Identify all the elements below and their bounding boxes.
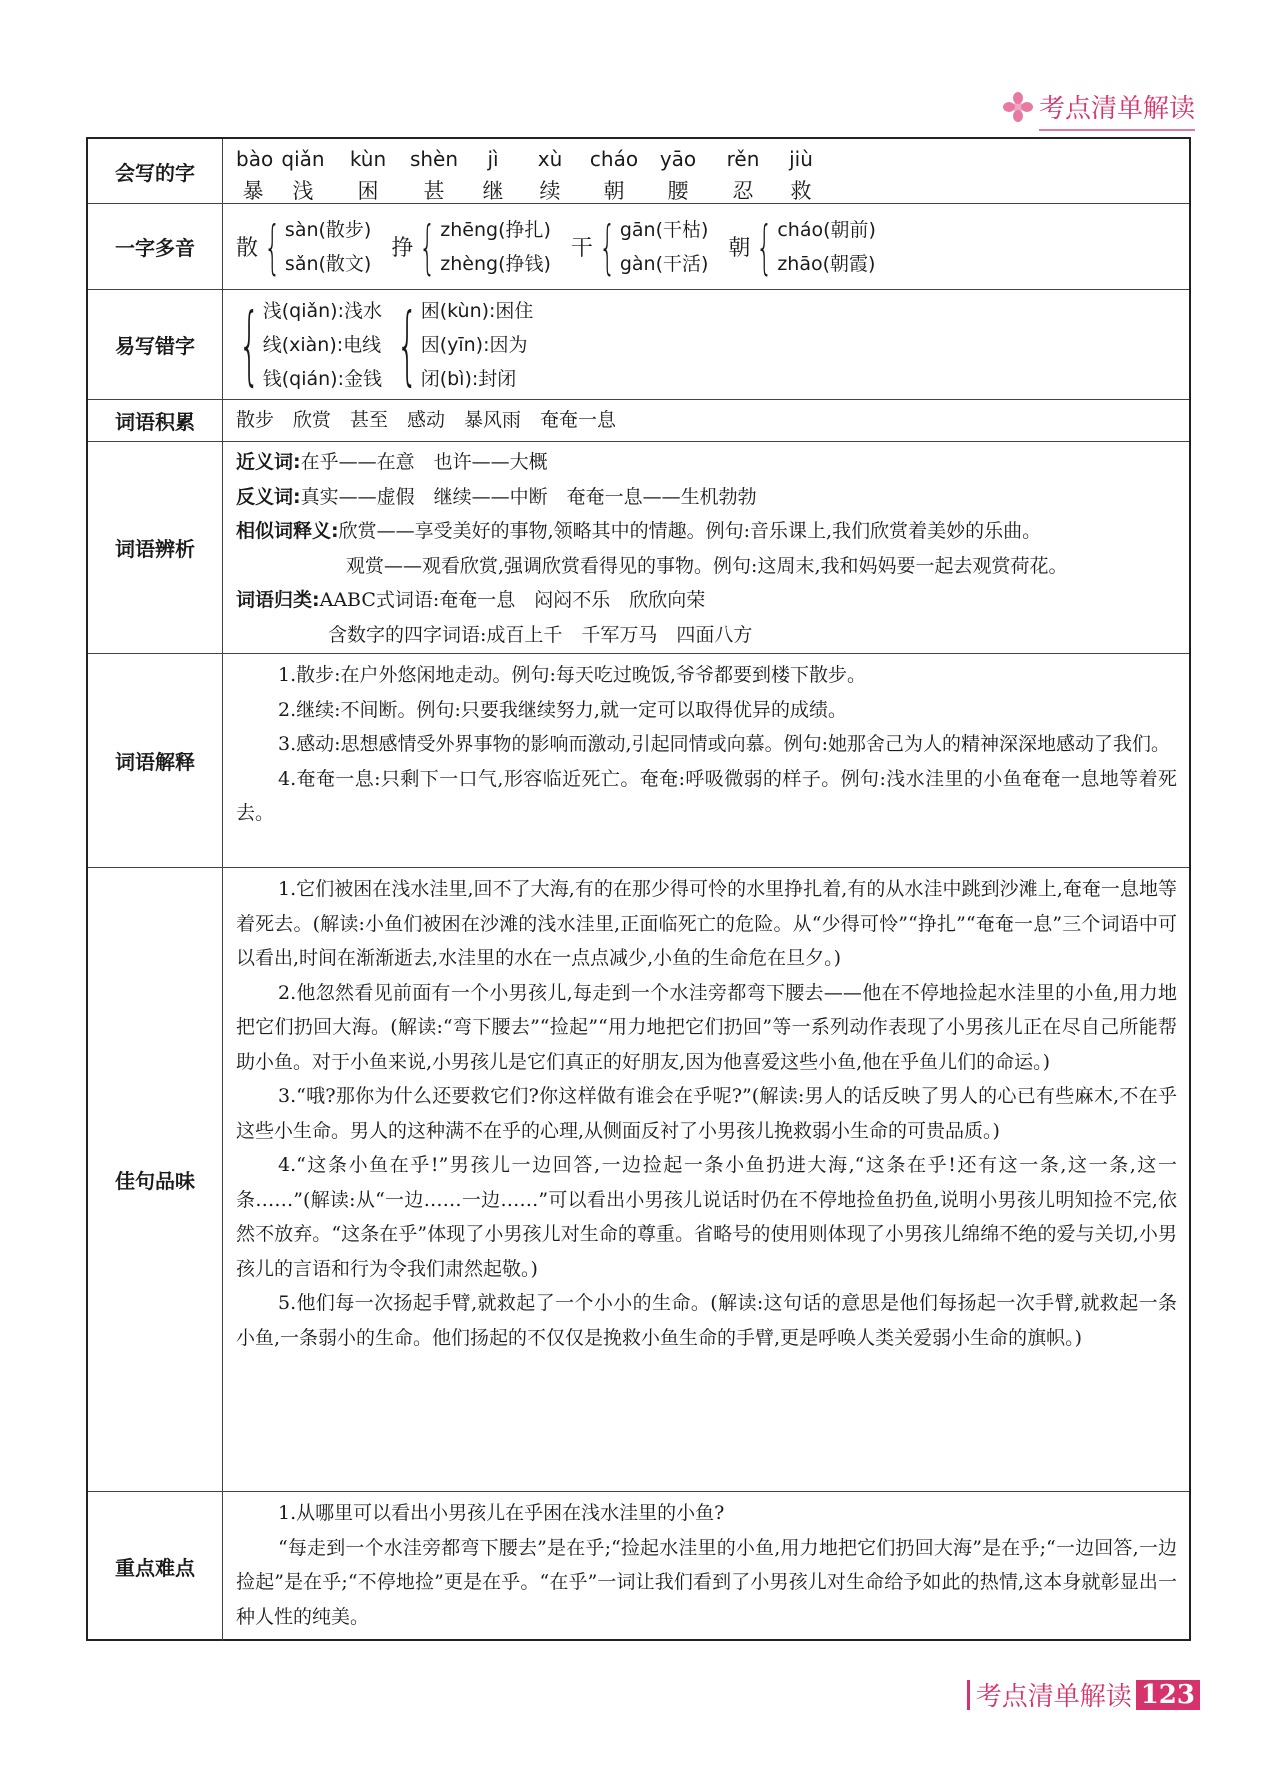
pinyin-cell: qiǎn	[281, 147, 325, 171]
typo-groups	[236, 290, 1177, 399]
polyphone-char: 朝	[728, 236, 751, 261]
polyphone-readings	[777, 213, 876, 281]
polyphone-readings	[440, 213, 551, 281]
polyphone-reading: gān(干枯)	[619, 218, 709, 241]
char-cell: 腰	[667, 179, 689, 203]
char-cell: 朝	[603, 179, 625, 203]
vocab-text: 散步 欣赏 甚至 感动 暴风雨 奄奄一息	[236, 409, 617, 432]
polyphone-reading: gàn(干活)	[619, 252, 709, 275]
row-label: 会写的字	[88, 139, 223, 203]
char-cell: 浅	[292, 179, 314, 203]
polyphone-group	[571, 213, 709, 281]
row-label: 词语积累	[88, 400, 223, 441]
row-label: 词语辨析	[88, 442, 223, 653]
sentence-item: 5.他们每一次扬起手臂,就救起了一个小小的生命。(解读:这句话的意思是他们每扬起一次手臂,就救起一条小鱼,一条弱小的生命。他们扬起的不仅仅是挽救小鱼生命的手臂,更是呼唤人类关爱弱小生命的旗帜。)	[236, 1292, 1177, 1349]
brace-icon: {	[238, 294, 261, 395]
row-key	[88, 1491, 1189, 1641]
typo-line: 浅(qiǎn):浅水	[262, 299, 382, 322]
char-cell: 困	[357, 179, 379, 203]
polyphone-group	[728, 213, 876, 281]
header-underline	[1039, 129, 1195, 131]
antonym-line	[236, 480, 1177, 515]
pinyin-cell: xù	[537, 147, 563, 171]
header-logo	[1003, 88, 1195, 125]
brace-icon: {	[756, 212, 774, 281]
antonym-label: 反义词:	[236, 485, 301, 508]
row-content	[222, 400, 1189, 441]
sentence-item: 4.“这条小鱼在乎!”男孩儿一边回答,一边捡起一条小鱼扔进大海,“这条在乎!还有这一条,这一条,这一条……”(解读:从“一边……一边……”可以看出小男孩儿说话时仍在不停地捡鱼扔鱼,说明小男孩儿明知捡不完,依然不放弃。“这条在乎”体现了小男孩儿对生命的尊重。省略号的使用则体现了小男孩儿绵绵不绝的爱与关切,小男孩儿的言语和行为令我们肃然起敬。)	[236, 1154, 1177, 1280]
synonym-line	[236, 445, 1177, 480]
polyphone-char: 挣	[391, 236, 414, 261]
row-typo	[88, 289, 1189, 399]
row-label: 一字多音	[88, 204, 223, 289]
pinyin-cell: jiù	[789, 147, 813, 171]
sentence-item: 2.他忽然看见前面有一个小男孩儿,每走到一个水洼旁都弯下腰去——他在不停地捡起水洼里的小鱼,用力地把它们扔回大海。(解读:“弯下腰去”“捡起”“用力地把它们扔回”等一系列动作表现了小男孩儿正在尽自己所能帮助小鱼。对于小鱼来说,小男孩儿是它们真正的好朋友,因为他喜爱这些小鱼,他在乎鱼儿们的命运。)	[236, 981, 1177, 1073]
row-polyphone	[88, 203, 1189, 289]
pinyin-cell: kùn	[349, 147, 387, 171]
pinyin-cell: yāo	[659, 147, 697, 171]
explain-item: 2.继续:不间断。例句:只要我继续努力,就一定可以取得优异的成绩。	[278, 698, 847, 721]
classify-text: AABC式词语:奄奄一息 闷闷不乐 欣欣向荣	[319, 589, 706, 611]
row-label: 易写错字	[88, 290, 223, 399]
typo-lines	[263, 294, 382, 396]
typo-line: 困(kùn):困住	[420, 299, 534, 322]
polyphone-char: 干	[570, 236, 593, 261]
similar-text: 欣赏——享受美好的事物,领略其中的情趣。例句:音乐课上,我们欣赏着美妙的乐曲。	[338, 520, 1042, 542]
char-cell: 甚	[423, 179, 445, 203]
polyphone-groups	[236, 204, 1177, 289]
row-content	[222, 290, 1189, 399]
polyphone-reading: sǎn(散文)	[284, 252, 372, 275]
row-label: 佳句品味	[88, 868, 223, 1491]
brace-icon: {	[264, 212, 281, 281]
page-number: 123	[1136, 1680, 1200, 1710]
row-content	[222, 654, 1189, 867]
char-cell: 忍	[732, 179, 754, 203]
pinyin-row	[236, 147, 1177, 171]
char-cell: 继	[482, 179, 504, 203]
row-content	[222, 868, 1189, 1491]
explain-item: 1.散步:在户外悠闲地走动。例句:每天吃过晚饭,爷爷都要到楼下散步。	[278, 664, 866, 686]
char-row	[236, 175, 1177, 205]
typo-group	[236, 294, 382, 396]
row-label: 词语解释	[88, 654, 223, 867]
char-cell: 暴	[242, 179, 264, 203]
footer-title: 考点清单解读	[975, 1682, 1132, 1712]
classify-line-2: 含数字的四字词语:成百上千 千军万马 四面八方	[328, 623, 753, 646]
typo-group	[394, 294, 533, 396]
polyphone-group	[391, 213, 551, 281]
polyphone-reading: zhāo(朝霞)	[777, 252, 876, 275]
similar-label: 相似词释义:	[236, 520, 339, 542]
row-label: 重点难点	[88, 1492, 223, 1641]
char-cell: 救	[790, 179, 812, 203]
synonym-label: 近义词:	[236, 451, 301, 473]
key-answer: “每走到一个水洼旁都弯下腰去”是在乎;“捡起水洼里的小鱼,用力地把它们扔回大海”是在乎;“一边回答,一边捡起”是在乎;“不停地捡”更是在乎。“在乎”一词让我们看到了小男孩儿对生命给予如此的热情,这本身就彰显出一种人性的纯美。	[236, 1536, 1177, 1628]
main-table	[86, 137, 1191, 1641]
footer-bar	[967, 1680, 970, 1710]
pinyin-cell: jì	[487, 147, 499, 171]
row-content	[222, 1492, 1189, 1641]
polyphone-readings	[620, 213, 709, 281]
key-question: 1.从哪里可以看出小男孩儿在乎困在浅水洼里的小鱼?	[278, 1502, 725, 1524]
similar-line-2: 观赏——观看欣赏,强调欣赏看得见的事物。例句:这周末,我和妈妈要一起去观赏荷花。	[346, 554, 1068, 577]
polyphone-char: 散	[236, 236, 259, 261]
row-write-chars	[88, 139, 1189, 203]
typo-line: 钱(qián):金钱	[262, 367, 382, 390]
brace-icon: {	[599, 212, 616, 281]
flower-icon	[1003, 92, 1033, 122]
antonym-text: 真实——虚假 继续——中断 奄奄一息——生机勃勃	[300, 485, 757, 508]
typo-line: 线(xiàn):电线	[262, 333, 382, 356]
sentence-item: 1.它们被困在浅水洼里,回不了大海,有的在那少得可怜的水里挣扎着,有的从水洼中跳到沙滩上,奄奄一息地等着死去。(解读:小鱼们被困在沙滩的浅水洼里,正面临死亡的危险。从“少得可怜”“挣扎”“奄奄一息”三个词语中可以看出,时间在渐渐逝去,水洼里的水在一点点减少,小鱼的生命危在旦夕。)	[236, 878, 1177, 969]
synonym-text: 在乎——在意 也许——大概	[300, 451, 548, 473]
similar-line	[236, 514, 1177, 549]
pinyin-cell: shèn	[409, 147, 459, 171]
typo-line: 闭(bì):封闭	[420, 367, 517, 390]
polyphone-reading: zhèng(挣钱)	[440, 252, 551, 275]
pinyin-cell: rěn	[726, 147, 760, 171]
row-sentences	[88, 867, 1189, 1491]
typo-lines	[421, 294, 534, 396]
row-content	[222, 139, 1189, 203]
row-vocab	[88, 399, 1189, 441]
brace-icon: {	[419, 212, 437, 281]
sentence-item: 3.“哦?那你为什么还要救它们?你这样做有谁会在乎呢?”(解读:男人的话反映了男人的心已有些麻木,不在乎这些小生命。男人的这种满不在乎的心理,从侧面反衬了小男孩儿挽救弱小生命的可贵品质。)	[236, 1085, 1177, 1142]
explain-item: 3.感动:思想感情受外界事物的影响而激动,引起同情或向慕。例句:她那舍己为人的精神深深地感动了我们。	[278, 733, 1170, 755]
row-content	[222, 442, 1189, 653]
polyphone-reading: cháo(朝前)	[777, 218, 876, 241]
char-cell: 续	[539, 179, 561, 203]
polyphone-readings	[285, 213, 371, 281]
polyphone-reading: sàn(散步)	[284, 218, 372, 241]
classify-label: 词语归类:	[236, 589, 320, 611]
row-analysis	[88, 441, 1189, 653]
explain-item: 4.奄奄一息:只剩下一口气,形容临近死亡。奄奄:呼吸微弱的样子。例句:浅水洼里的小鱼奄奄一息地等着死去。	[236, 767, 1177, 824]
row-explain	[88, 653, 1189, 867]
footer	[967, 1676, 1200, 1713]
pinyin-cell: bào	[236, 147, 274, 171]
pinyin-cell: cháo	[589, 147, 639, 171]
brace-icon: {	[396, 294, 419, 395]
polyphone-reading: zhēng(挣扎)	[440, 218, 551, 241]
row-content	[222, 204, 1189, 289]
polyphone-group	[236, 213, 371, 281]
typo-line: 因(yīn):因为	[420, 333, 528, 356]
header-title: 考点清单解读	[1038, 94, 1195, 124]
classify-line	[236, 583, 1177, 618]
